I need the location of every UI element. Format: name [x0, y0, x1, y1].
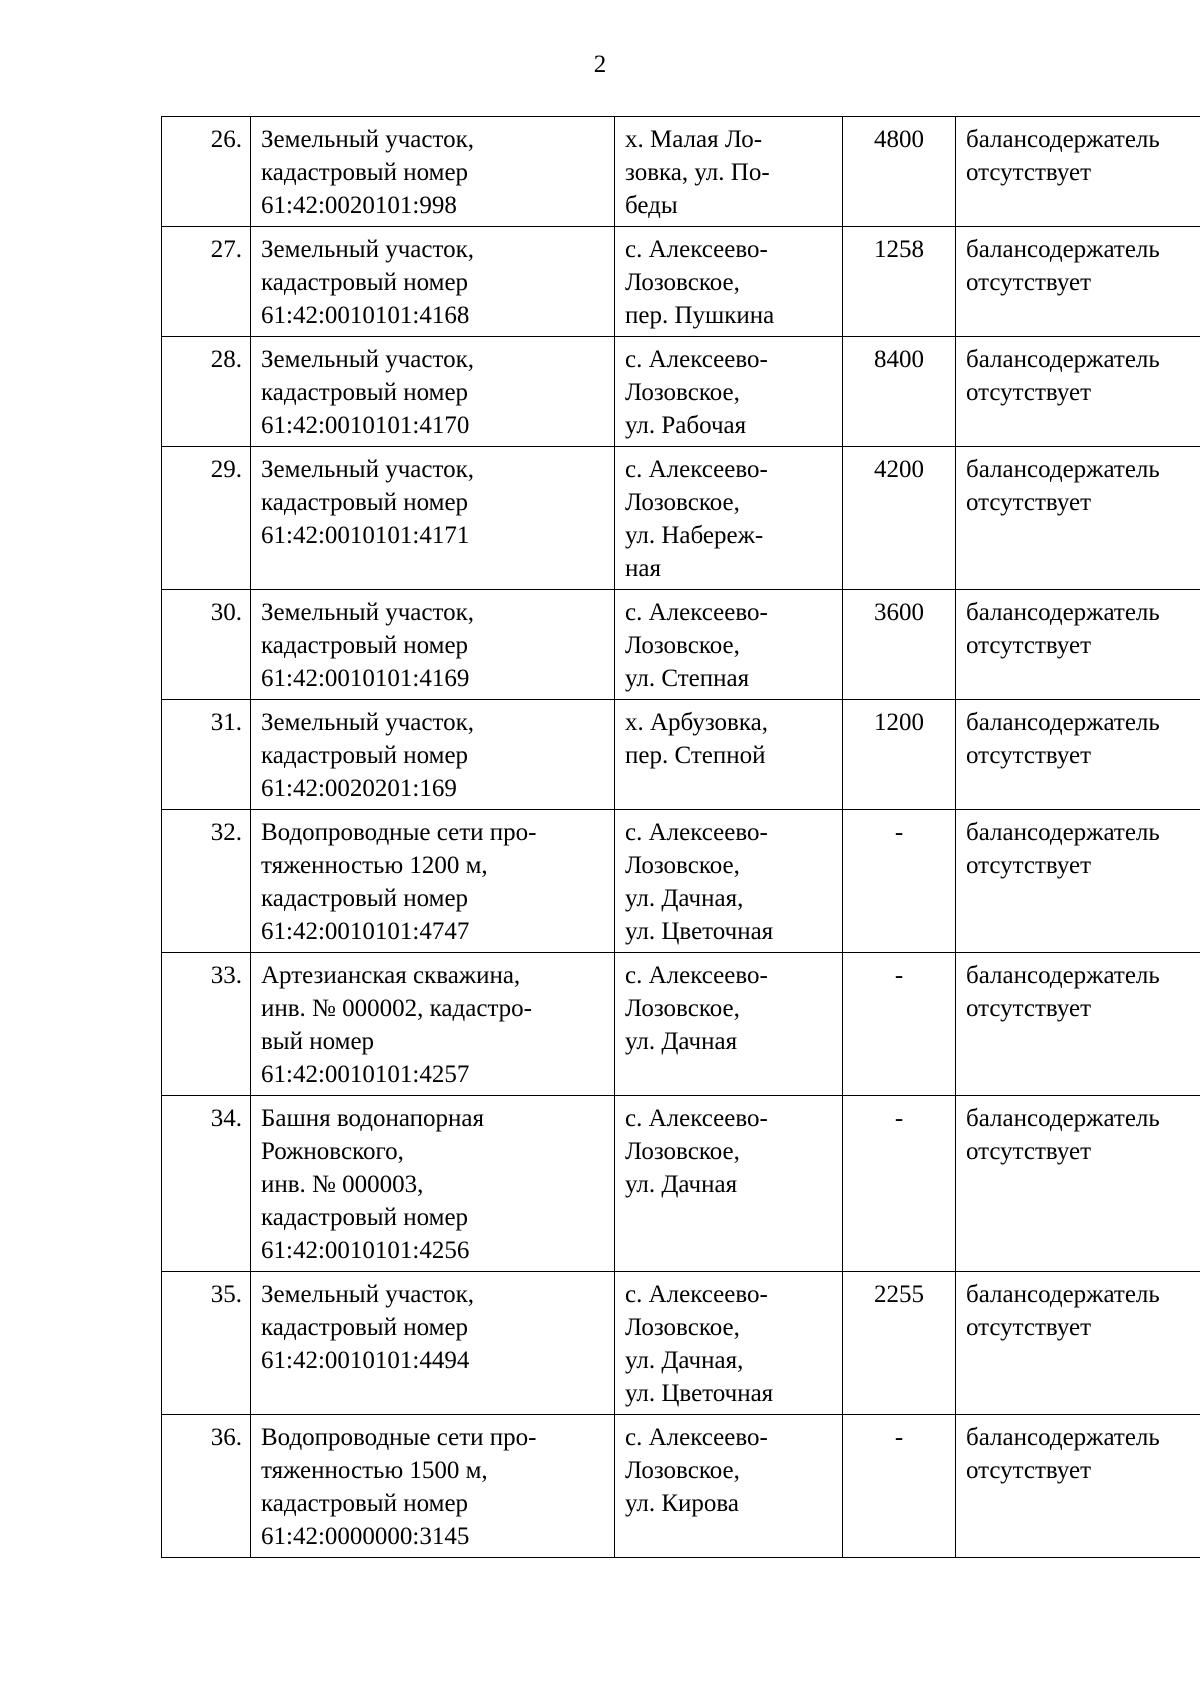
area-cell: 4800: [843, 117, 956, 227]
name-line: Башня водонапорная: [261, 1105, 484, 1132]
area-cell: 2255: [843, 1272, 956, 1415]
holder-cell: [956, 1272, 1200, 1415]
address-line: ул. Кирова: [625, 1490, 740, 1517]
table-row: [162, 1272, 1200, 1415]
name-line: 61:42:0010101:4747: [261, 918, 470, 945]
area-cell: -: [843, 1096, 956, 1272]
holder-cell: [956, 117, 1200, 227]
table-row: [162, 1096, 1200, 1272]
name-line: Рожновского,: [261, 1138, 404, 1165]
name-line: 61:42:0010101:4168: [261, 302, 470, 329]
holder-line: отсутствует: [966, 159, 1092, 186]
name-line: кадастровый номер: [261, 885, 469, 912]
object-name-cell: [251, 337, 615, 447]
address-line: Лозовское,: [625, 852, 740, 879]
name-line: Водопроводные сети про-: [261, 819, 537, 846]
name-line: кадастровый номер: [261, 1314, 469, 1341]
holder-line: балансодержатель: [966, 1424, 1160, 1451]
holder-cell: [956, 590, 1200, 700]
address-line: Лозовское,: [625, 632, 740, 659]
address-line: Лозовское,: [625, 995, 740, 1022]
address-line: ул. Дачная: [625, 1028, 738, 1055]
address-line: беды: [625, 192, 678, 219]
holder-line: отсутствует: [966, 995, 1092, 1022]
table-row: [162, 953, 1200, 1096]
address-cell: [615, 700, 843, 810]
address-line: зовка, ул. По-: [625, 159, 770, 186]
name-line: кадастровый номер: [261, 742, 469, 769]
holder-line: отсутствует: [966, 742, 1092, 769]
row-number: 31.: [162, 700, 251, 810]
address-line: ул. Степная: [625, 665, 750, 692]
area-cell: -: [843, 953, 956, 1096]
name-line: 61:42:0020101:998: [261, 192, 457, 219]
name-line: Земельный участок,: [261, 1281, 474, 1308]
holder-line: балансодержатель: [966, 1105, 1160, 1132]
name-line: Водопроводные сети про-: [261, 1424, 537, 1451]
row-number: 27.: [162, 227, 251, 337]
address-cell: [615, 1272, 843, 1415]
address-line: Лозовское,: [625, 1138, 740, 1165]
row-number: 30.: [162, 590, 251, 700]
name-line: кадастровый номер: [261, 632, 469, 659]
holder-line: балансодержатель: [966, 709, 1160, 736]
holder-line: отсутствует: [966, 1314, 1092, 1341]
address-line: с. Алексеево-: [625, 1424, 768, 1451]
address-line: с. Алексеево-: [625, 346, 768, 373]
name-line: кадастровый номер: [261, 1204, 469, 1231]
area-cell: 8400: [843, 337, 956, 447]
holder-line: отсутствует: [966, 1457, 1092, 1484]
name-line: 61:42:0020201:169: [261, 775, 457, 802]
area-cell: -: [843, 1415, 956, 1558]
address-line: с. Алексеево-: [625, 236, 768, 263]
name-line: Артезианская скважина,: [261, 962, 521, 989]
table-row: [162, 810, 1200, 953]
name-line: 61:42:0010101:4170: [261, 412, 470, 439]
name-line: Земельный участок,: [261, 456, 474, 483]
address-line: ул. Цветочная: [625, 1380, 774, 1407]
address-line: х. Малая Ло-: [625, 126, 763, 153]
object-name-cell: [251, 1415, 615, 1558]
area-cell: 3600: [843, 590, 956, 700]
row-number: 33.: [162, 953, 251, 1096]
name-line: тяженностью 1200 м,: [261, 852, 488, 879]
name-line: инв. № 000002, кадастро-: [261, 995, 532, 1022]
address-line: пер. Пушкина: [625, 302, 775, 329]
name-line: Земельный участок,: [261, 599, 474, 626]
property-table-body: [162, 117, 1200, 1558]
holder-line: балансодержатель: [966, 346, 1160, 373]
name-line: Земельный участок,: [261, 236, 474, 263]
address-line: с. Алексеево-: [625, 962, 768, 989]
holder-line: балансодержатель: [966, 1281, 1160, 1308]
table-row: [162, 227, 1200, 337]
object-name-cell: [251, 590, 615, 700]
address-line: Лозовское,: [625, 489, 740, 516]
holder-cell: [956, 1096, 1200, 1272]
row-number: 32.: [162, 810, 251, 953]
holder-line: балансодержатель: [966, 126, 1160, 153]
table-row: [162, 337, 1200, 447]
holder-cell: [956, 810, 1200, 953]
address-line: ул. Дачная,: [625, 1347, 744, 1374]
address-line: Лозовское,: [625, 1457, 740, 1484]
row-number: 29.: [162, 447, 251, 590]
holder-cell: [956, 953, 1200, 1096]
holder-line: отсутствует: [966, 632, 1092, 659]
address-line: х. Арбузовка,: [625, 709, 768, 736]
object-name-cell: [251, 1096, 615, 1272]
address-line: ул. Рабочая: [625, 412, 747, 439]
holder-line: балансодержатель: [966, 599, 1160, 626]
name-line: 61:42:0010101:4257: [261, 1061, 470, 1088]
area-cell: 1258: [843, 227, 956, 337]
table-row: [162, 447, 1200, 590]
address-cell: [615, 227, 843, 337]
area-cell: 4200: [843, 447, 956, 590]
address-line: ная: [625, 555, 661, 582]
holder-line: балансодержатель: [966, 819, 1160, 846]
name-line: 61:42:0010101:4256: [261, 1237, 470, 1264]
address-cell: [615, 117, 843, 227]
address-cell: [615, 447, 843, 590]
area-cell: 1200: [843, 700, 956, 810]
address-line: с. Алексеево-: [625, 456, 768, 483]
address-line: ул. Дачная: [625, 1171, 738, 1198]
address-line: пер. Степной: [625, 742, 766, 769]
address-cell: [615, 810, 843, 953]
row-number: 36.: [162, 1415, 251, 1558]
address-line: Лозовское,: [625, 269, 740, 296]
address-cell: [615, 337, 843, 447]
property-table: [161, 116, 1200, 1558]
object-name-cell: [251, 700, 615, 810]
address-line: с. Алексеево-: [625, 1105, 768, 1132]
holder-cell: [956, 227, 1200, 337]
name-line: вый номер: [261, 1028, 375, 1055]
holder-line: балансодержатель: [966, 236, 1160, 263]
name-line: 61:42:0010101:4494: [261, 1347, 470, 1374]
name-line: Земельный участок,: [261, 346, 474, 373]
address-line: ул. Дачная,: [625, 885, 744, 912]
address-cell: [615, 1415, 843, 1558]
table-row: [162, 700, 1200, 810]
holder-cell: [956, 337, 1200, 447]
holder-cell: [956, 447, 1200, 590]
object-name-cell: [251, 447, 615, 590]
row-number: 26.: [162, 117, 251, 227]
object-name-cell: [251, 227, 615, 337]
holder-cell: [956, 1415, 1200, 1558]
name-line: 61:42:0010101:4169: [261, 665, 470, 692]
address-line: Лозовское,: [625, 379, 740, 406]
table-row: [162, 1415, 1200, 1558]
address-line: с. Алексеево-: [625, 1281, 768, 1308]
holder-line: отсутствует: [966, 489, 1092, 516]
holder-line: отсутствует: [966, 269, 1092, 296]
address-cell: [615, 590, 843, 700]
name-line: кадастровый номер: [261, 269, 469, 296]
table-row: [162, 117, 1200, 227]
holder-line: отсутствует: [966, 1138, 1092, 1165]
name-line: 61:42:0000000:3145: [261, 1523, 470, 1550]
row-number: 35.: [162, 1272, 251, 1415]
object-name-cell: [251, 1272, 615, 1415]
holder-line: балансодержатель: [966, 962, 1160, 989]
name-line: кадастровый номер: [261, 159, 469, 186]
area-cell: -: [843, 810, 956, 953]
address-line: с. Алексеево-: [625, 819, 768, 846]
object-name-cell: [251, 117, 615, 227]
name-line: инв. № 000003,: [261, 1171, 424, 1198]
page-number: 2: [593, 51, 607, 78]
table-row: [162, 590, 1200, 700]
address-cell: [615, 1096, 843, 1272]
address-line: ул. Цветочная: [625, 918, 774, 945]
holder-cell: [956, 700, 1200, 810]
name-line: Земельный участок,: [261, 126, 474, 153]
name-line: тяженностью 1500 м,: [261, 1457, 488, 1484]
name-line: кадастровый номер: [261, 489, 469, 516]
address-cell: [615, 953, 843, 1096]
address-line: Лозовское,: [625, 1314, 740, 1341]
holder-line: балансодержатель: [966, 456, 1160, 483]
row-number: 28.: [162, 337, 251, 447]
row-number: 34.: [162, 1096, 251, 1272]
name-line: кадастровый номер: [261, 1490, 469, 1517]
object-name-cell: [251, 810, 615, 953]
holder-line: отсутствует: [966, 379, 1092, 406]
name-line: Земельный участок,: [261, 709, 474, 736]
address-line: с. Алексеево-: [625, 599, 768, 626]
object-name-cell: [251, 953, 615, 1096]
holder-line: отсутствует: [966, 852, 1092, 879]
address-line: ул. Набереж-: [625, 522, 764, 549]
name-line: 61:42:0010101:4171: [261, 522, 470, 549]
name-line: кадастровый номер: [261, 379, 469, 406]
